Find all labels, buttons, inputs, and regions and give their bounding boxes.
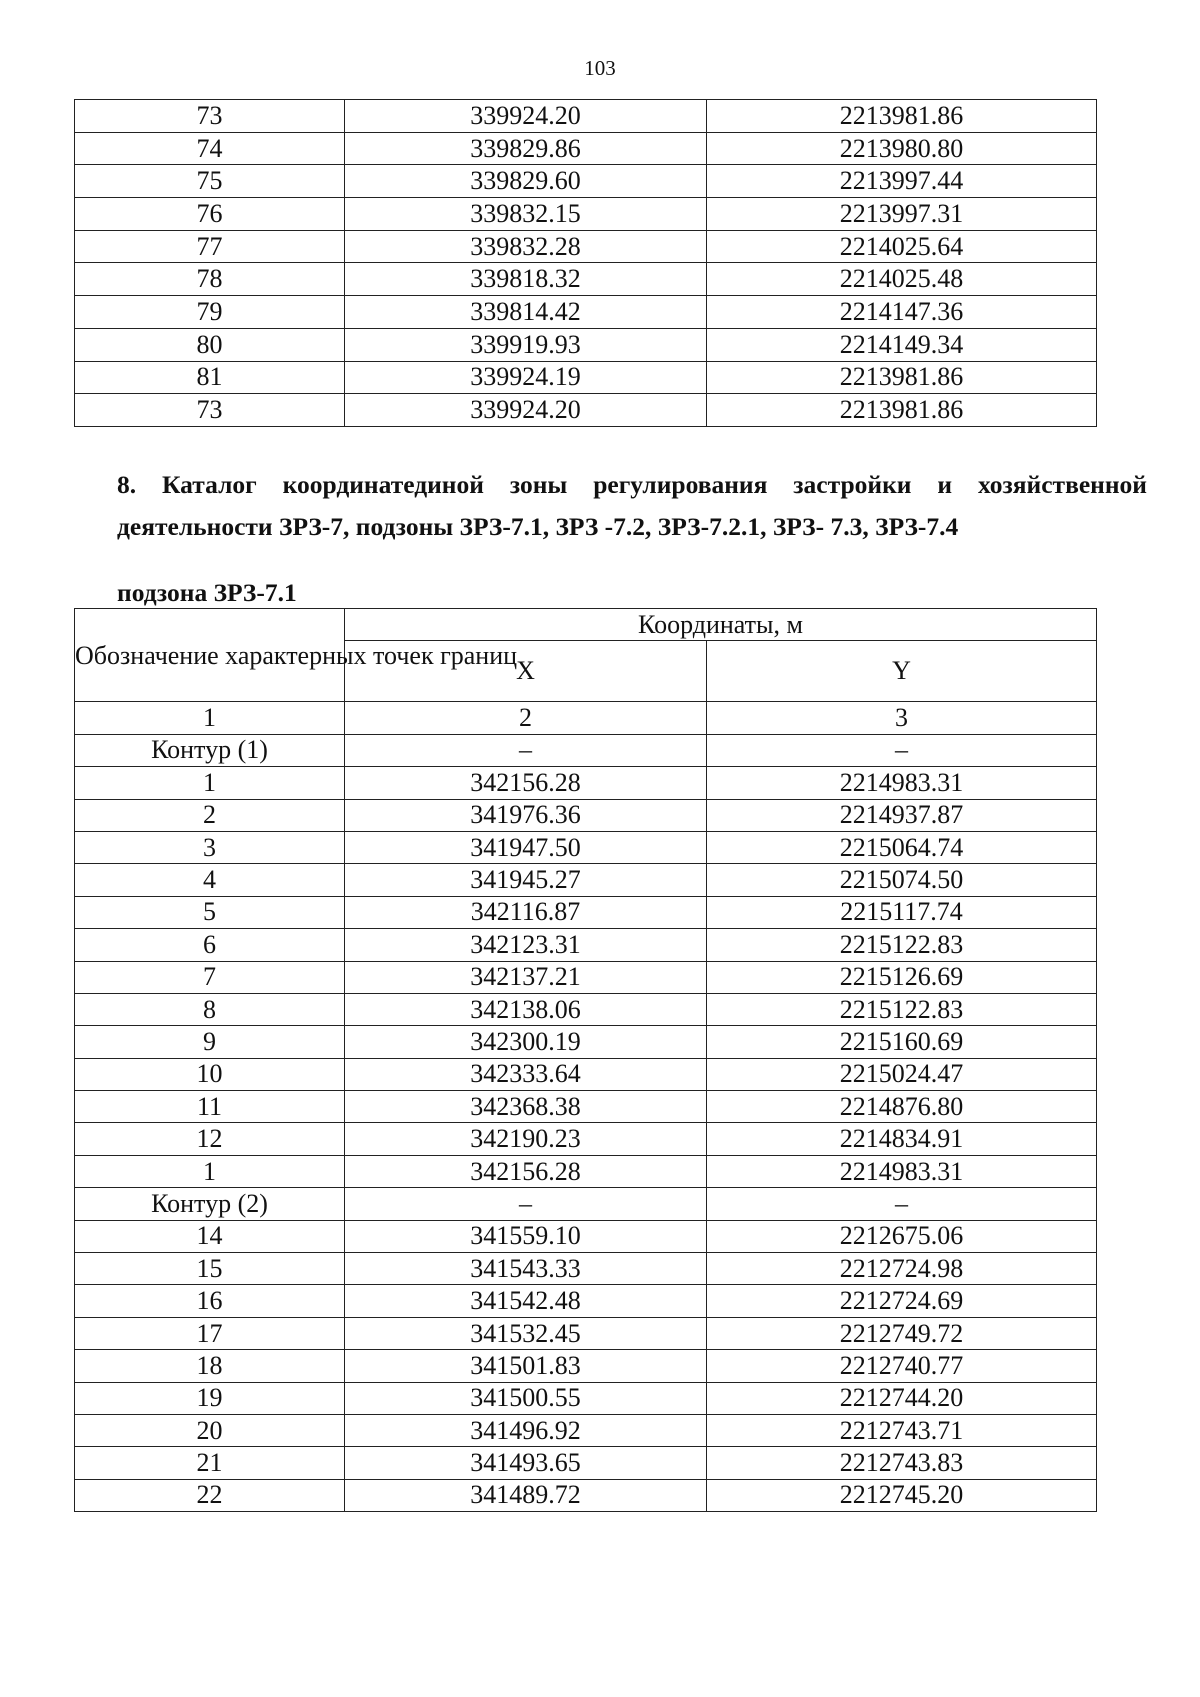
y-coordinate-cell: 2214983.31 [707,767,1097,799]
x-coordinate-cell: – [345,1188,707,1220]
table-row [75,1350,1097,1382]
y-coordinate-cell: 2212743.71 [707,1414,1097,1446]
point-id-cell: 3 [75,831,345,863]
y-coordinate-cell: 2212743.83 [707,1447,1097,1479]
y-coordinate-cell: 2213997.44 [707,165,1097,198]
point-id-cell: 77 [75,230,345,263]
table-row [75,767,1097,799]
x-coordinate-cell: 341489.72 [345,1479,707,1511]
point-id-cell: Контур (2) [75,1188,345,1220]
subzone-coordinates-table [74,608,1097,1512]
point-id-cell: 16 [75,1285,345,1317]
table-row [75,831,1097,863]
table-row [75,1382,1097,1414]
x-coordinate-cell: 341496.92 [345,1414,707,1446]
point-id-cell: 73 [75,100,345,133]
x-coordinate-cell: 342190.23 [345,1123,707,1155]
x-coordinate-cell: – [345,734,707,766]
page-number: 103 [584,56,616,80]
y-coordinate-cell: 2213981.86 [707,100,1097,133]
y-coordinate-cell: 2215074.50 [707,864,1097,896]
y-coordinate-cell: 2215122.83 [707,929,1097,961]
x-coordinate-cell: 342137.21 [345,961,707,993]
table-row [75,799,1097,831]
table-row [75,100,1097,133]
point-id-cell: 14 [75,1220,345,1252]
point-id-cell: 12 [75,1123,345,1155]
table-row [75,263,1097,296]
x-coordinate-cell: 339924.20 [345,100,707,133]
x-coordinate-cell: 339829.60 [345,165,707,198]
x-coordinate-cell: 341947.50 [345,831,707,863]
table-row [75,1253,1097,1285]
table-row [75,1155,1097,1187]
y-coordinate-cell: 2212724.69 [707,1285,1097,1317]
y-coordinate-cell: 2215160.69 [707,1026,1097,1058]
table-row [75,198,1097,231]
table-row [75,1317,1097,1349]
y-coordinate-cell: 2215126.69 [707,961,1097,993]
point-id-cell: 20 [75,1414,345,1446]
y-coordinate-cell: 2213997.31 [707,198,1097,231]
x-coordinate-cell: 339818.32 [345,263,707,296]
point-id-cell: 4 [75,864,345,896]
y-coordinate-cell: 2214149.34 [707,328,1097,361]
table-row [75,1091,1097,1123]
x-coordinate-cell: 341542.48 [345,1285,707,1317]
y-coordinate-cell: – [707,734,1097,766]
column-number-2: 2 [345,702,707,734]
x-coordinate-cell: 342156.28 [345,1155,707,1187]
x-coordinate-cell: 341532.45 [345,1317,707,1349]
table-row [75,993,1097,1025]
point-id-cell: 18 [75,1350,345,1382]
table-row [75,929,1097,961]
point-id-cell: 10 [75,1058,345,1090]
point-id-cell: 2 [75,799,345,831]
x-coordinate-cell: 342368.38 [345,1091,707,1123]
table-row [75,328,1097,361]
x-coordinate-cell: 339832.28 [345,230,707,263]
header-coordinates: Координаты, м [345,609,1097,641]
table-row [75,1026,1097,1058]
x-coordinate-cell: 339829.86 [345,132,707,165]
table-row [75,230,1097,263]
table-row [75,961,1097,993]
y-coordinate-cell: 2212740.77 [707,1350,1097,1382]
x-coordinate-cell: 339832.15 [345,198,707,231]
table-row [75,296,1097,329]
point-id-cell: 22 [75,1479,345,1511]
x-coordinate-cell: 339814.42 [345,296,707,329]
point-id-cell: 7 [75,961,345,993]
table-row [75,864,1097,896]
y-coordinate-cell: 2214834.91 [707,1123,1097,1155]
table-row [75,1479,1097,1511]
point-id-cell: 15 [75,1253,345,1285]
point-id-cell: 74 [75,132,345,165]
x-coordinate-cell: 342123.31 [345,929,707,961]
section-heading [117,464,1147,548]
x-coordinate-cell: 341500.55 [345,1382,707,1414]
subzone-title: подзона ЗРЗ-7.1 [117,578,297,607]
y-coordinate-cell: 2213981.86 [707,361,1097,394]
y-coordinate-cell: – [707,1188,1097,1220]
table-row [75,1188,1097,1220]
point-id-cell: 78 [75,263,345,296]
table-row [75,132,1097,165]
x-coordinate-cell: 339919.93 [345,328,707,361]
y-coordinate-cell: 2212724.98 [707,1253,1097,1285]
table-row [75,394,1097,427]
x-coordinate-cell: 341559.10 [345,1220,707,1252]
y-coordinate-cell: 2214025.64 [707,230,1097,263]
y-coordinate-cell: 2213981.86 [707,394,1097,427]
point-id-cell: 1 [75,767,345,799]
y-coordinate-cell: 2212744.20 [707,1382,1097,1414]
table-row [75,1058,1097,1090]
point-id-cell: 17 [75,1317,345,1349]
point-id-cell: 75 [75,165,345,198]
point-id-cell: 73 [75,394,345,427]
point-id-cell: 81 [75,361,345,394]
x-coordinate-cell: 339924.20 [345,394,707,427]
table-row [75,165,1097,198]
header-x: X [345,641,707,702]
y-coordinate-cell: 2214937.87 [707,799,1097,831]
y-coordinate-cell: 2215064.74 [707,831,1097,863]
table-header-row [75,609,1097,641]
y-coordinate-cell: 2214876.80 [707,1091,1097,1123]
table-row [75,361,1097,394]
point-id-cell: 21 [75,1447,345,1479]
y-coordinate-cell: 2212675.06 [707,1220,1097,1252]
header-y: Y [707,641,1097,702]
table-row [75,1285,1097,1317]
y-coordinate-cell: 2214025.48 [707,263,1097,296]
y-coordinate-cell: 2215122.83 [707,993,1097,1025]
table-row [75,1123,1097,1155]
x-coordinate-cell: 342138.06 [345,993,707,1025]
x-coordinate-cell: 342300.19 [345,1026,707,1058]
x-coordinate-cell: 341493.65 [345,1447,707,1479]
x-coordinate-cell: 341543.33 [345,1253,707,1285]
section-heading-line-1: 8. Каталог координатединой зоны регулирования застройки и хозяйственной [117,470,1147,499]
subzone-coordinates-table-body [75,734,1097,1511]
point-id-cell: 11 [75,1091,345,1123]
x-coordinate-cell: 341945.27 [345,864,707,896]
point-id-cell: 8 [75,993,345,1025]
y-coordinate-cell: 2215024.47 [707,1058,1097,1090]
point-id-cell: Контур (1) [75,734,345,766]
coordinates-table-continued [74,99,1097,427]
point-id-cell: 1 [75,1155,345,1187]
table-row [75,1447,1097,1479]
x-coordinate-cell: 342333.64 [345,1058,707,1090]
column-number-1: 1 [75,702,345,734]
x-coordinate-cell: 341976.36 [345,799,707,831]
table-row [75,1414,1097,1446]
x-coordinate-cell: 342156.28 [345,767,707,799]
table-row [75,1220,1097,1252]
table-column-numbers-row [75,702,1097,734]
point-id-cell: 5 [75,896,345,928]
point-id-cell: 6 [75,929,345,961]
x-coordinate-cell: 342116.87 [345,896,707,928]
x-coordinate-cell: 341501.83 [345,1350,707,1382]
point-id-cell: 80 [75,328,345,361]
point-id-cell: 19 [75,1382,345,1414]
section-heading-line-2: деятельности ЗРЗ-7, подзоны ЗРЗ-7.1, ЗРЗ -7.2, ЗРЗ-7.2.1, ЗРЗ- 7.3, ЗРЗ-7.4 [117,512,959,541]
header-designation: Обозначение характерных точек границ [75,609,345,702]
table-row [75,734,1097,766]
y-coordinate-cell: 2212749.72 [707,1317,1097,1349]
y-coordinate-cell: 2212745.20 [707,1479,1097,1511]
y-coordinate-cell: 2214983.31 [707,1155,1097,1187]
point-id-cell: 9 [75,1026,345,1058]
column-number-3: 3 [707,702,1097,734]
point-id-cell: 76 [75,198,345,231]
y-coordinate-cell: 2213980.80 [707,132,1097,165]
coordinates-table-continued-body [75,100,1097,427]
x-coordinate-cell: 339924.19 [345,361,707,394]
y-coordinate-cell: 2215117.74 [707,896,1097,928]
table-row [75,896,1097,928]
y-coordinate-cell: 2214147.36 [707,296,1097,329]
point-id-cell: 79 [75,296,345,329]
